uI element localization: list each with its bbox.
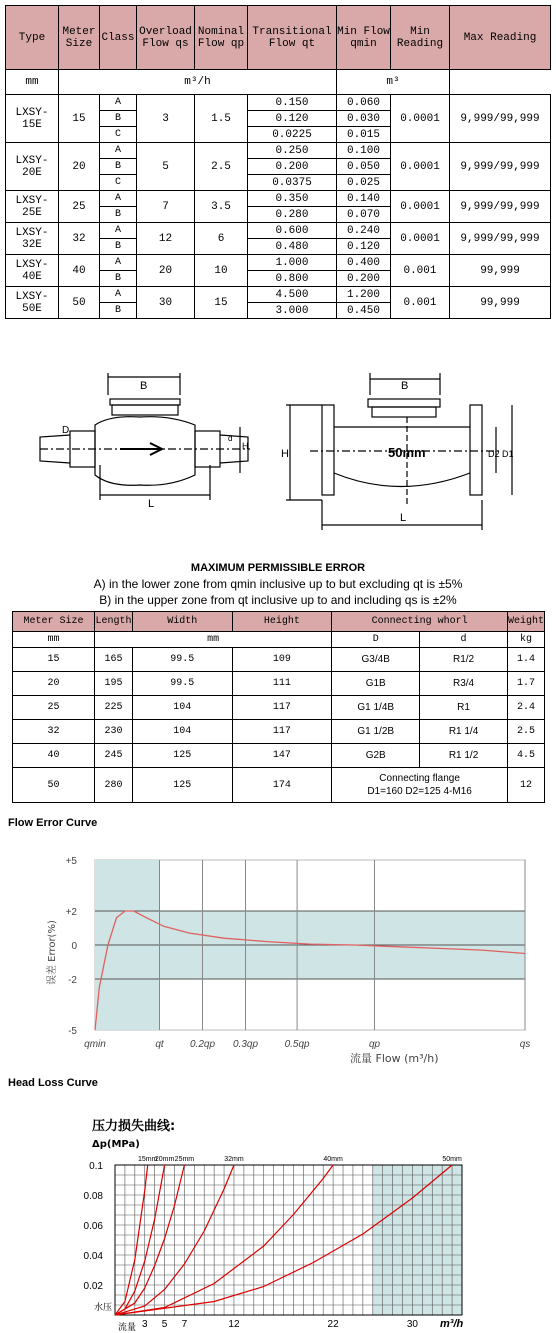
x-tick-label: qs — [519, 1039, 531, 1050]
spec-cell: 0.120 — [337, 239, 391, 255]
spec-cell: 10 — [195, 255, 248, 287]
dim-cell: R1 1/4 — [420, 720, 508, 744]
spec-cell: LXSY-32E — [6, 223, 59, 255]
spec-cell: 1.200 — [337, 287, 391, 303]
col-transitional: Transitional Flow qt — [248, 6, 337, 70]
y-tick-label: 0.1 — [89, 1161, 103, 1172]
dim-cell: 50 — [13, 768, 95, 803]
y-tick-label: -5 — [68, 1026, 77, 1037]
spec-cell: B — [100, 239, 137, 255]
dim-flange-cell — [332, 768, 508, 803]
dim-cell: R3/4 — [420, 672, 508, 696]
spec-cell: 3 — [137, 95, 195, 143]
spec-cell: 3.000 — [248, 303, 337, 319]
flange-line1: Connecting flange — [379, 773, 460, 784]
dim-cell: R1 — [420, 696, 508, 720]
x-axis-label: 流量 Flow (m³/h) — [350, 1052, 439, 1065]
dim-cell: 2.5 — [507, 720, 544, 744]
unit-reading: m³ — [337, 70, 450, 95]
series-label: 50mm — [442, 1156, 462, 1163]
spec-cell: 0.050 — [337, 159, 391, 175]
dim-cell: G1 1/4B — [332, 696, 420, 720]
mpe-line-a: A) in the lower zone from qmin inclusive up to but excluding qt is ±5% — [93, 577, 463, 591]
spec-cell: B — [100, 271, 137, 287]
spec-cell: 0.240 — [337, 223, 391, 239]
col-maxreading: Max Reading — [450, 6, 551, 70]
spec-cell: 0.0001 — [391, 191, 450, 223]
spec-cell: 0.450 — [337, 303, 391, 319]
spec-cell: B — [100, 159, 137, 175]
spec-cell: 0.100 — [337, 143, 391, 159]
y-tick-label: 0.04 — [83, 1251, 103, 1262]
drawing2-label-d1: D1 — [502, 449, 514, 459]
spec-cell: A — [100, 143, 137, 159]
x-tick-label: 5 — [161, 1319, 168, 1330]
dim-cell: 147 — [232, 744, 332, 768]
dim-cell: 40 — [13, 744, 95, 768]
spec-cell: 3.5 — [195, 191, 248, 223]
dim-cell: 125 — [132, 744, 232, 768]
spec-cell: 50 — [59, 287, 100, 319]
mpe-title: MAXIMUM PERMISSIBLE ERROR — [190, 562, 366, 574]
y-tick-label: 0.02 — [83, 1281, 103, 1292]
chart-title-cn: 压力损失曲线: — [92, 1119, 176, 1134]
spec-cell: 99,999 — [450, 255, 551, 287]
spec-cell: 0.030 — [337, 111, 391, 127]
spec-cell: B — [100, 207, 137, 223]
dim-cell: 1.7 — [507, 672, 544, 696]
spec-cell: 20 — [59, 143, 100, 191]
series-label: 15mm — [137, 1156, 158, 1163]
spec-cell: A — [100, 191, 137, 207]
spec-cell: 0.200 — [337, 271, 391, 287]
spec-cell: 12 — [137, 223, 195, 255]
x-tick-label: qmin — [84, 1039, 106, 1050]
x-tick-label: 12 — [228, 1319, 240, 1330]
spec-cell: 2.5 — [195, 143, 248, 191]
dim-cell: G3/4B — [332, 648, 420, 672]
spec-cell: 1.000 — [248, 255, 337, 271]
dim-cell: 15 — [13, 648, 95, 672]
spec-cell: 0.200 — [248, 159, 337, 175]
spec-cell: 9,999/99,999 — [450, 143, 551, 191]
spec-cell: 0.015 — [337, 127, 391, 143]
dim-cell: 230 — [94, 720, 132, 744]
drawing-label-l: L — [148, 498, 155, 510]
spec-cell: A — [100, 95, 137, 111]
meter-drawings — [0, 365, 556, 535]
dim-col-size: Meter Size — [13, 612, 95, 632]
dim-unit-D: D — [332, 632, 420, 648]
dim-cell: 104 — [132, 720, 232, 744]
spec-cell: 0.0001 — [391, 95, 450, 143]
dim-col-width: Width — [132, 612, 232, 632]
y-tick-label: -2 — [68, 975, 77, 986]
dim-col-length: Length — [94, 612, 132, 632]
series-label: 20mm — [154, 1156, 175, 1163]
spec-cell: 15 — [195, 287, 248, 319]
dim-cell: G1 1/2B — [332, 720, 420, 744]
dim-cell: 25 — [13, 696, 95, 720]
dim-cell: 1.4 — [507, 648, 544, 672]
spec-cell: 0.060 — [337, 95, 391, 111]
x-unit-label: m³/h — [440, 1318, 464, 1330]
dim-cell: 12 — [507, 768, 544, 803]
spec-cell: 0.0225 — [248, 127, 337, 143]
drawing2-label-d2: D2 — [488, 449, 500, 459]
col-minflow: Min Flow qmin — [337, 6, 391, 70]
dim-cell: 4.5 — [507, 744, 544, 768]
spec-cell: 0.400 — [337, 255, 391, 271]
dim-cell: 245 — [94, 744, 132, 768]
spec-cell: 0.350 — [248, 191, 337, 207]
spec-cell: 25 — [59, 191, 100, 223]
spec-cell: 0.120 — [248, 111, 337, 127]
dim-cell: 280 — [94, 768, 132, 803]
x-tick-label: 30 — [406, 1319, 418, 1330]
spec-cell: 9,999/99,999 — [450, 223, 551, 255]
mpe-line-b: B) in the upper zone from qt inclusive up to and including qs is ±2% — [99, 593, 457, 607]
spec-cell: 0.140 — [337, 191, 391, 207]
spec-cell: 0.0001 — [391, 143, 450, 191]
dim-cell: 99.5 — [132, 648, 232, 672]
spec-row — [6, 223, 551, 239]
dim-cell: G2B — [332, 744, 420, 768]
spec-cell: 0.150 — [248, 95, 337, 111]
spec-cell: 0.025 — [337, 175, 391, 191]
spec-cell: C — [100, 127, 137, 143]
dim-cell: 2.4 — [507, 696, 544, 720]
dim-cell: 174 — [232, 768, 332, 803]
drawing-label-b: B — [140, 380, 148, 392]
spec-cell: LXSY-20E — [6, 143, 59, 191]
threaded-meter-drawing — [40, 373, 250, 500]
dim-cell: 165 — [94, 648, 132, 672]
spec-cell: B — [100, 111, 137, 127]
dim-cell: 109 — [232, 648, 332, 672]
spec-cell: 0.001 — [391, 287, 450, 319]
unit-flow: m³/h — [59, 70, 337, 95]
dim-cell: 104 — [132, 696, 232, 720]
series-label: 32mm — [224, 1156, 244, 1163]
y-tick-label: 0 — [71, 941, 77, 952]
drawing2-label-b: B — [401, 380, 409, 392]
spec-cell: 0.0001 — [391, 223, 450, 255]
x-tick-label: qp — [368, 1039, 381, 1050]
spec-cell: LXSY-15E — [6, 95, 59, 143]
spec-cell: 9,999/99,999 — [450, 95, 551, 143]
dim-cell: G1B — [332, 672, 420, 696]
spec-cell: 30 — [137, 287, 195, 319]
dim-col-weight: Weight — [507, 612, 544, 632]
x-tick-label: 0.2qp — [189, 1039, 216, 1050]
dim-cell: 32 — [13, 720, 95, 744]
col-type: Type — [6, 6, 59, 70]
dim-unit-d: d — [420, 632, 508, 648]
dim-cell: 20 — [13, 672, 95, 696]
specification-table — [5, 5, 551, 319]
drawing2-label-l: L — [400, 512, 407, 524]
spec-cell: LXSY-25E — [6, 191, 59, 223]
flange-line2: D1=160 D2=125 4-M16 — [367, 786, 472, 797]
dim-cell: 195 — [94, 672, 132, 696]
spec-cell: 99,999 — [450, 287, 551, 319]
spec-cell: 0.0375 — [248, 175, 337, 191]
spec-cell: LXSY-40E — [6, 255, 59, 287]
col-minreading: Min Reading — [391, 6, 450, 70]
spec-cell: LXSY-50E — [6, 287, 59, 319]
flow-curve-heading: Flow Error Curve — [8, 817, 98, 829]
dim-row — [13, 672, 545, 696]
flow-error-chart — [0, 835, 556, 1070]
dim-cell: R1/2 — [420, 648, 508, 672]
x-tick-label: 22 — [327, 1319, 339, 1330]
spec-row — [6, 95, 551, 111]
unit-size: mm — [6, 70, 59, 95]
x-tick-label: 0.3qp — [232, 1039, 259, 1050]
col-nominal: Nominal Flow qp — [195, 6, 248, 70]
x-tick-label: 7 — [181, 1319, 188, 1330]
spec-cell: B — [100, 303, 137, 319]
spec-cell: 0.001 — [391, 255, 450, 287]
spec-cell: 0.250 — [248, 143, 337, 159]
drawing2-label-h: H — [281, 448, 289, 460]
spec-row — [6, 191, 551, 207]
dim-cell: R1 1/2 — [420, 744, 508, 768]
spec-cell: 20 — [137, 255, 195, 287]
drawing-label-d-upper: D — [62, 425, 70, 436]
series-label: 25mm — [174, 1156, 195, 1163]
spec-cell: 5 — [137, 143, 195, 191]
spec-cell: 40 — [59, 255, 100, 287]
x-tick-label: qt — [155, 1039, 164, 1050]
y-tick-label: 0.06 — [83, 1221, 103, 1232]
spec-row — [6, 287, 551, 303]
range-band — [373, 1165, 462, 1315]
spec-cell: 0.600 — [248, 223, 337, 239]
drawing2-label-50mm: 50mm — [388, 445, 426, 460]
spec-cell: A — [100, 255, 137, 271]
dim-cell: 117 — [232, 720, 332, 744]
head-loss-curve — [115, 1165, 165, 1315]
y-tick-label: +5 — [65, 856, 77, 867]
head-loss-chart — [0, 1095, 556, 1333]
spec-row — [6, 255, 551, 271]
dim-cell: 99.5 — [132, 672, 232, 696]
dim-row — [13, 648, 545, 672]
y-axis-label-cn: 水压 — [94, 1303, 113, 1313]
dim-cell: 111 — [232, 672, 332, 696]
dim-unit-size: mm — [13, 632, 95, 648]
spec-cell: 9,999/99,999 — [450, 191, 551, 223]
x-tick-label: 0.5qp — [284, 1039, 310, 1050]
spec-cell: 1.5 — [195, 95, 248, 143]
dim-col-whorl: Connecting whorl — [332, 612, 508, 632]
spec-cell: 0.070 — [337, 207, 391, 223]
dim-cell: 125 — [132, 768, 232, 803]
dim-unit-kg: kg — [507, 632, 544, 648]
dim-row — [13, 744, 545, 768]
dim-row — [13, 720, 545, 744]
spec-cell: 0.280 — [248, 207, 337, 223]
col-class: Class — [100, 6, 137, 70]
drawing-label-h: H — [242, 441, 249, 451]
dim-row — [13, 696, 545, 720]
col-size: Meter Size — [59, 6, 100, 70]
spec-cell: 32 — [59, 223, 100, 255]
dim-unit-len: mm — [94, 632, 331, 648]
drawing-label-d-lower: d — [228, 434, 233, 443]
spec-cell: 6 — [195, 223, 248, 255]
dim-cell: 117 — [232, 696, 332, 720]
spec-cell: C — [100, 175, 137, 191]
spec-cell: 15 — [59, 95, 100, 143]
dimension-table — [12, 611, 545, 803]
y-unit-label: Δp(MPa) — [92, 1139, 140, 1150]
dim-cell: 225 — [94, 696, 132, 720]
spec-cell: 7 — [137, 191, 195, 223]
spec-cell: A — [100, 223, 137, 239]
dim-col-height: Height — [232, 612, 332, 632]
y-tick-label: +2 — [65, 907, 77, 918]
x-axis-label-cn: 流量 — [118, 1323, 137, 1333]
spec-cell: 4.500 — [248, 287, 337, 303]
spec-row — [6, 143, 551, 159]
y-axis-label: 误差 Error(%) — [47, 920, 58, 985]
spec-cell: A — [100, 287, 137, 303]
head-loss-heading: Head Loss Curve — [8, 1077, 98, 1089]
spec-cell: 0.480 — [248, 239, 337, 255]
series-label: 40mm — [323, 1156, 343, 1163]
spec-cell: 0.800 — [248, 271, 337, 287]
x-tick-label: 3 — [141, 1319, 148, 1330]
col-overload: Overload Flow qs — [137, 6, 195, 70]
head-loss-curve — [115, 1165, 148, 1315]
y-tick-label: 0.08 — [83, 1191, 103, 1202]
